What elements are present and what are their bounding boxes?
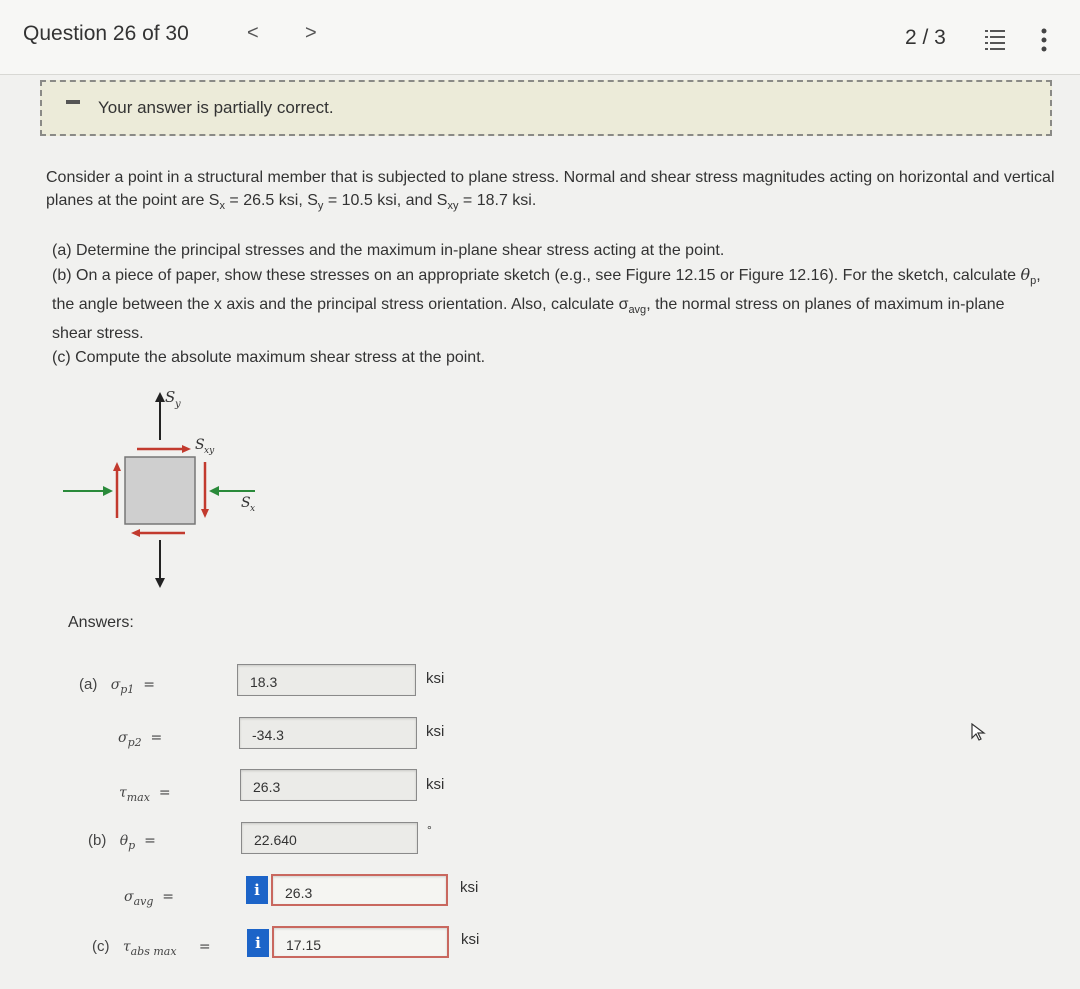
sigma-p1-unit: ksi bbox=[426, 670, 445, 687]
stress-element-diagram bbox=[55, 380, 285, 595]
sigma-avg-input[interactable]: 26.3 bbox=[271, 874, 448, 906]
sigma-p2-label: $\sigma_{p2}$ = bbox=[118, 730, 163, 749]
more-vertical-icon[interactable] bbox=[1040, 28, 1048, 52]
sigma-p2-input[interactable]: -34.3 bbox=[239, 717, 417, 749]
sy-value: = 10.5 ksi, and S bbox=[323, 192, 448, 209]
tau-abs-max-unit: ksi bbox=[461, 931, 480, 948]
sigma-avg-label: $\sigma_{avg}$ = bbox=[124, 889, 175, 908]
tau-abs-max-input[interactable]: 17.15 bbox=[272, 926, 449, 958]
sy-subscript: y bbox=[317, 200, 324, 213]
answer-status-banner bbox=[40, 80, 1052, 136]
sigma-p1-label: (a) $\sigma_{p1}$ = bbox=[79, 676, 155, 696]
top-bar bbox=[0, 0, 1080, 75]
part-b-line-1: (b) On a piece of paper, show these stresses on an appropriate sketch (e.g., see Figure 12.15 or Figure 12.16). For the sketch, calculate bbox=[52, 267, 1017, 284]
problem-intro: Consider a point in a structural member that is subjected to plane stress. Normal and shear stress magnitudes acting on horizontal and vertical planes at the point are S bbox=[46, 169, 1055, 209]
sx-sub: x bbox=[250, 504, 256, 514]
problem-statement bbox=[46, 166, 1056, 218]
problem-parts bbox=[52, 239, 1042, 370]
list-icon[interactable] bbox=[985, 28, 1005, 50]
part-b-text: (b) On a piece of paper, show these stresses on an appropriate sketch (e.g., see Figure 12.15 or Figure 12.16). For the sketch, calculate $\theta_p$, the angle between the x axis and the principal stress orientation. Also, calculate $\sigma_{avg}$, the normal stress on planes of maximum in-plane shear stress. bbox=[52, 265, 1041, 343]
part-c-text: (c) Compute the absolute maximum shear stress at the point. bbox=[52, 349, 486, 367]
page-indicator: 2 / 3 bbox=[905, 26, 946, 49]
mouse-cursor-icon bbox=[971, 723, 987, 741]
tau-max-unit: ksi bbox=[426, 776, 445, 793]
part-a-text: (a) Determine the principal stresses and the maximum in-plane shear stress acting at the point. bbox=[52, 242, 725, 259]
question-title: Question 26 of 30 bbox=[23, 22, 189, 45]
sy-label: S bbox=[165, 388, 176, 406]
sxy-subscript: xy bbox=[447, 200, 459, 213]
part-b-line-3: , the normal stress on planes of maximum in-plane shear stress. bbox=[52, 296, 1005, 343]
tau-abs-max-label: (c) $\tau_{abs max}$ = bbox=[92, 938, 211, 958]
sx-value: = 26.5 ksi, S bbox=[224, 192, 318, 209]
sx-label: S bbox=[241, 495, 251, 511]
next-question-button[interactable]: > bbox=[305, 22, 317, 44]
sigma-avg-info-button[interactable]: i bbox=[246, 876, 268, 904]
sxy-value: = 18.7 ksi. bbox=[458, 192, 537, 209]
tau-abs-max-info-button[interactable]: i bbox=[247, 929, 269, 957]
previous-question-button[interactable]: < bbox=[247, 22, 259, 44]
theta-p-label: (b) $\theta_p$ = bbox=[88, 832, 156, 852]
theta-p-input[interactable]: 22.640 bbox=[241, 822, 418, 854]
sigma-p1-input[interactable]: 18.3 bbox=[237, 664, 416, 696]
sxy-label: S bbox=[195, 437, 205, 453]
theta-p-unit: ° bbox=[427, 823, 432, 837]
answers-heading: Answers: bbox=[68, 614, 134, 631]
status-message: Your answer is partially correct. bbox=[98, 98, 334, 117]
sigma-avg-unit: ksi bbox=[460, 879, 479, 896]
tau-max-label: $\tau_{max}$ = bbox=[119, 785, 171, 804]
sx-subscript: x bbox=[219, 200, 225, 213]
tau-max-input[interactable]: 26.3 bbox=[240, 769, 417, 801]
sigma-p2-unit: ksi bbox=[426, 723, 445, 740]
partial-indicator-icon bbox=[66, 100, 80, 104]
sy-sub: y bbox=[175, 399, 181, 410]
part-b-line-2: , the angle between the x axis and the principal stress orientation. Also, calculate σ bbox=[52, 267, 1041, 314]
sxy-sub: xy bbox=[204, 446, 215, 456]
